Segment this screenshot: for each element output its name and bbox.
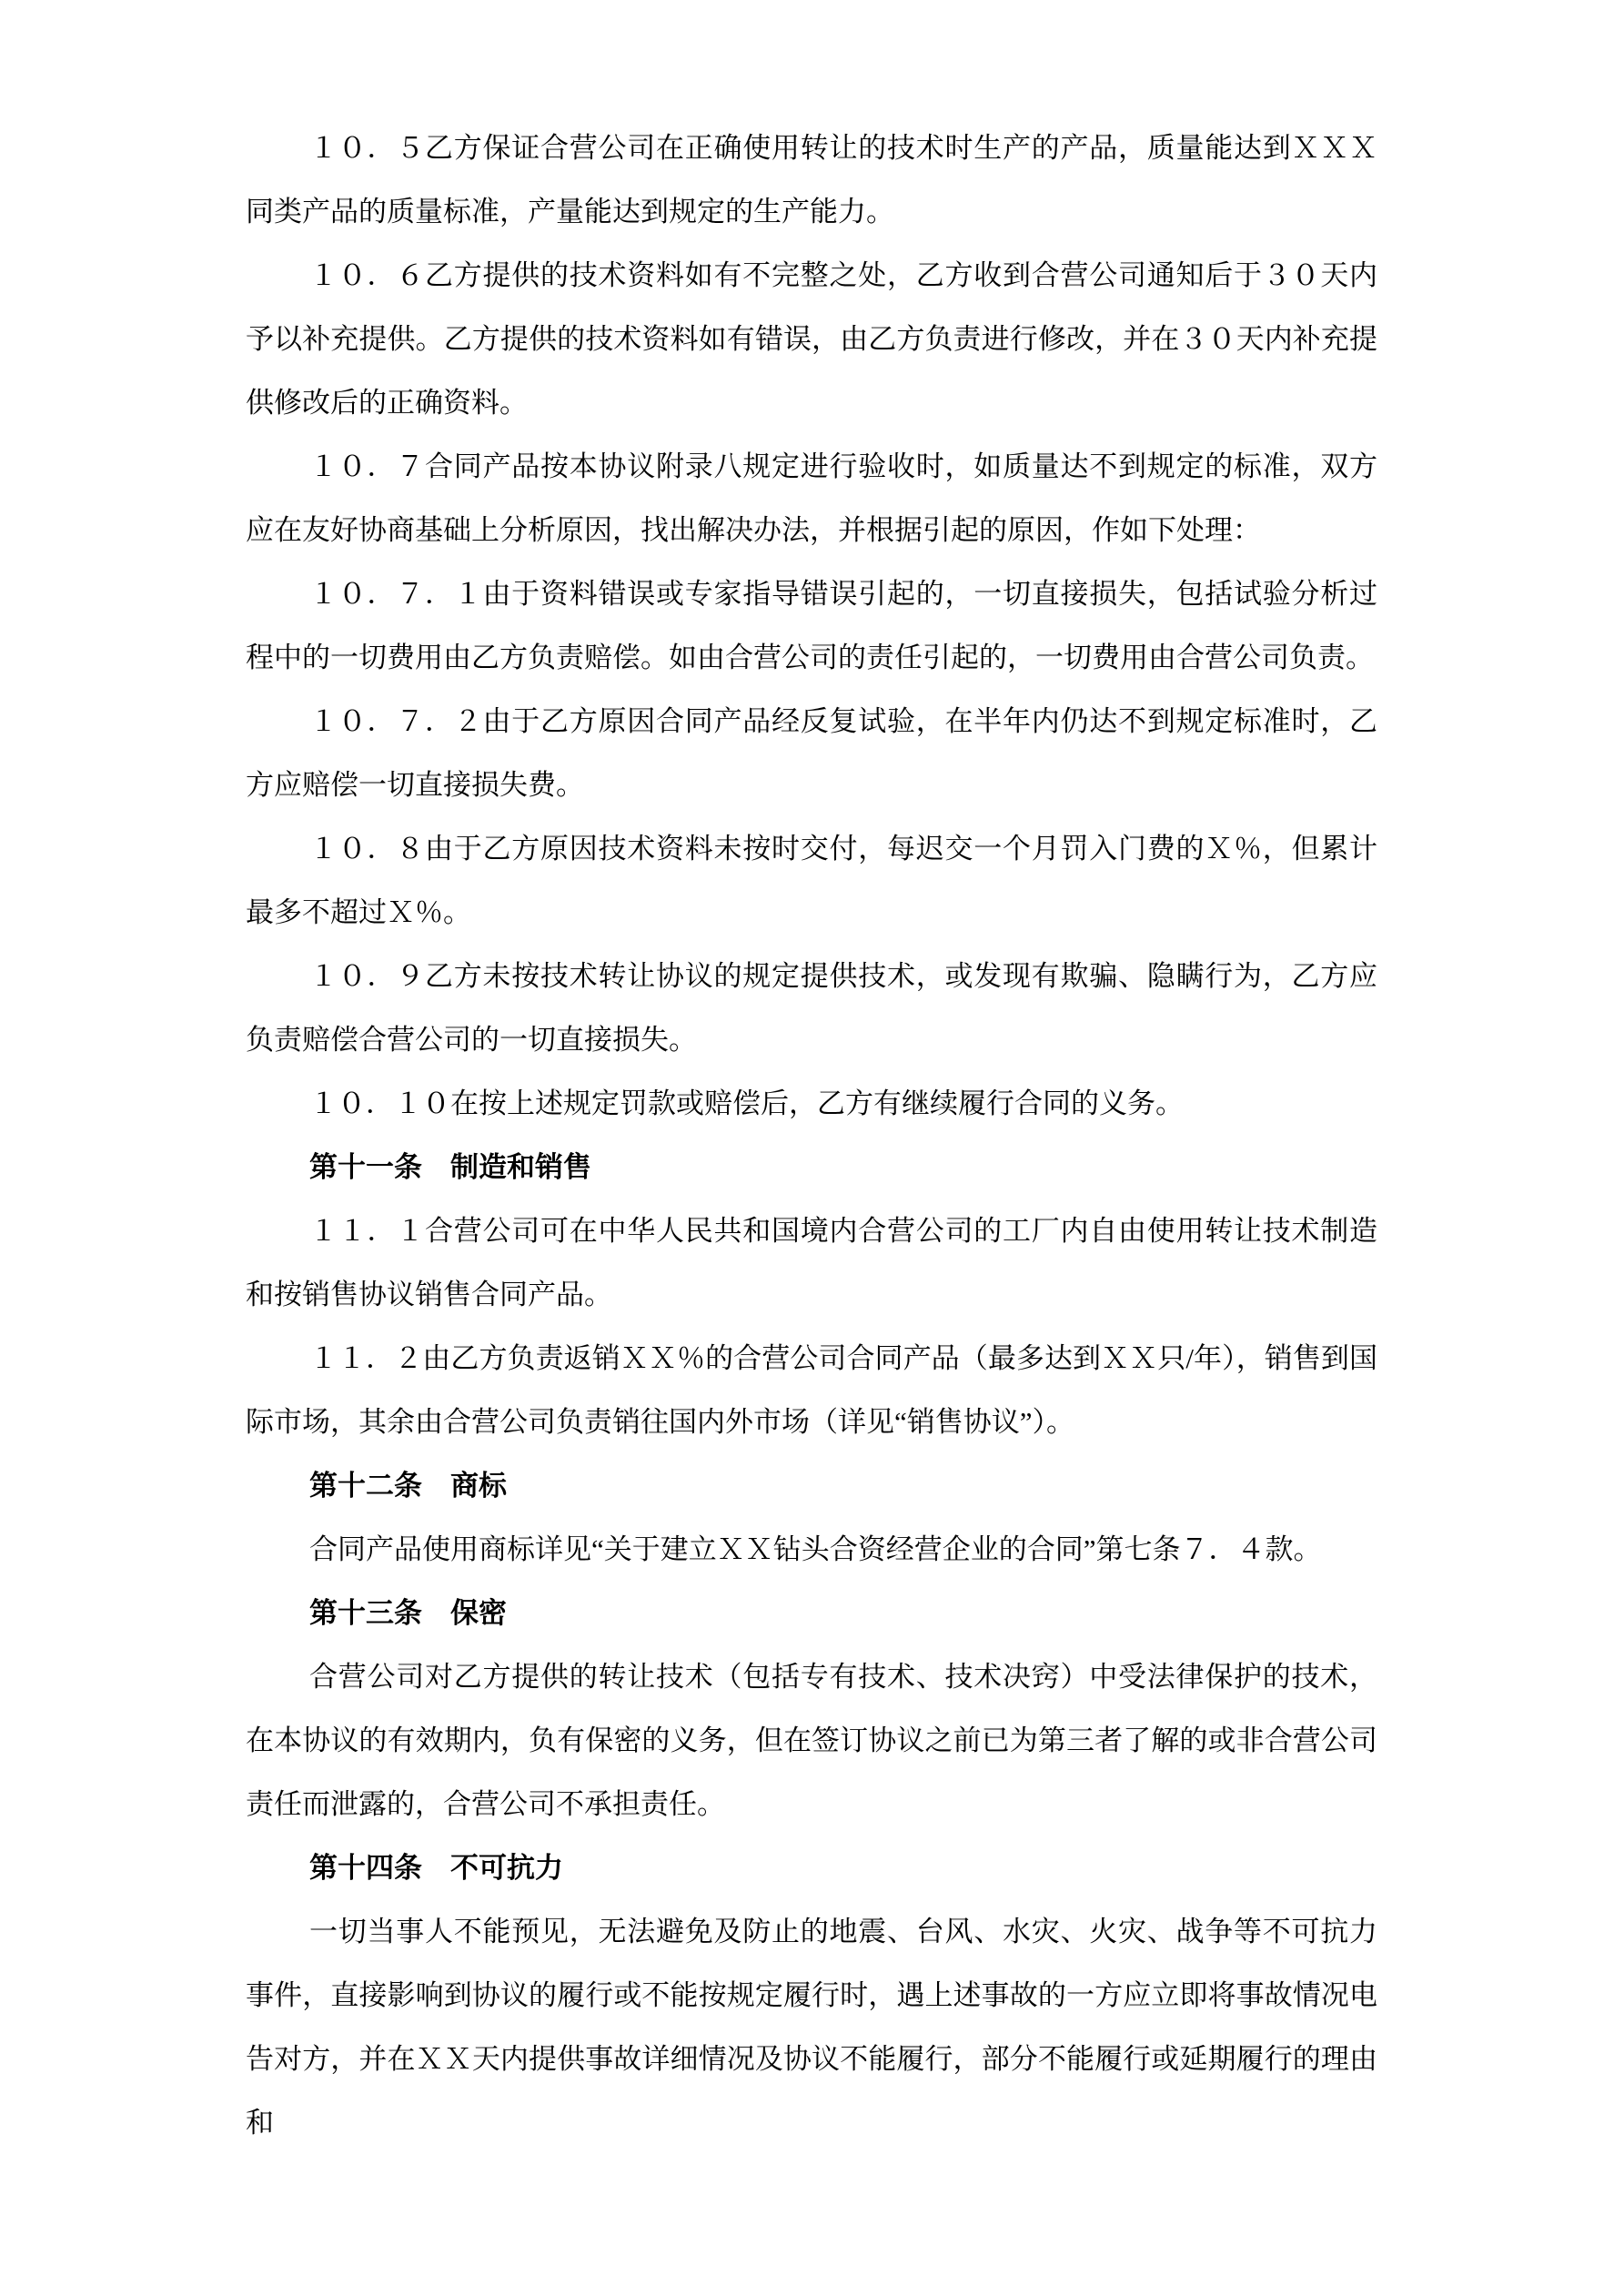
clause-paragraph: １０．６乙方提供的技术资料如有不完整之处，乙方收到合营公司通知后于３０天内予以补充提供。乙方提供的技术资料如有错误，由乙方负责进行修改，并在３０天内补充提供修改后的正确资料。: [246, 259, 1377, 419]
clause-paragraph: １０．５乙方保证合营公司在正确使用转让的技术时生产的产品，质量能达到ＸＸＸ同类产品的质量标准，产量能达到规定的生产能力。: [246, 132, 1377, 228]
clause-paragraph: １０．７．１由于资料错误或专家指导错误引起的，一切直接损失，包括试验分析过程中的一切费用由乙方负责赔偿。如由合营公司的责任引起的，一切费用由合营公司负责。: [246, 578, 1377, 673]
clause-paragraph: １０．１０在按上述规定罚款或赔偿后，乙方有继续履行合同的义务。: [309, 1087, 1184, 1119]
section-heading: 第十四条 不可抗力: [309, 1852, 563, 1884]
clause-paragraph: １０．７合同产品按本协议附录八规定进行验收时，如质量达不到规定的标准，双方应在友好协商基础上分析原因，找出解决办法，并根据引起的原因，作如下处理：: [246, 450, 1377, 546]
section-heading: 第十三条 保密: [309, 1597, 507, 1629]
clause-paragraph: １０．８由于乙方原因技术资料未按时交付，每迟交一个月罚入门费的Ｘ％，但累计最多不超过Ｘ％。: [246, 833, 1377, 928]
clause-paragraph: １１．２由乙方负责返销ＸＸ％的合营公司合同产品（最多达到ＸＸ只/年），销售到国际市场，其余由合营公司负责销往国内外市场（详见“销售协议”）。: [246, 1342, 1377, 1438]
clause-paragraph: 一切当事人不能预见，无法避免及防止的地震、台风、水灾、火灾、战争等不可抗力事件，直接影响到协议的履行或不能按规定履行时，遇上述事故的一方应立即将事故情况电告对方，并在ＸＸ天内提供事故详细情况及协议不能履行，部分不能履行或延期履行的理由和: [246, 1916, 1377, 2139]
clause-paragraph: 合同产品使用商标详见“关于建立ＸＸ钻头合资经营企业的合同”第七条７．４款。: [309, 1533, 1322, 1565]
clause-paragraph: １１．１合营公司可在中华人民共和国境内合营公司的工厂内自由使用转让技术制造和按销售协议销售合同产品。: [246, 1215, 1377, 1310]
clause-paragraph: １０．９乙方未按技术转让协议的规定提供技术，或发现有欺骗、隐瞒行为，乙方应负责赔偿合营公司的一切直接损失。: [246, 960, 1377, 1056]
section-heading: 第十一条 制造和销售: [309, 1151, 591, 1183]
contract-text-flow: [246, 116, 1377, 2155]
clause-paragraph: １０．７．２由于乙方原因合同产品经反复试验，在半年内仍达不到规定标准时，乙方应赔偿一切直接损失费。: [246, 705, 1377, 801]
clause-paragraph: 合营公司对乙方提供的转让技术（包括专有技术、技术决窍）中受法律保护的技术，在本协议的有效期内，负有保密的义务，但在签订协议之前已为第三者了解的或非合营公司责任而泄露的，合营公司不承担责任。: [246, 1661, 1377, 1820]
section-heading: 第十二条 商标: [309, 1470, 507, 1502]
